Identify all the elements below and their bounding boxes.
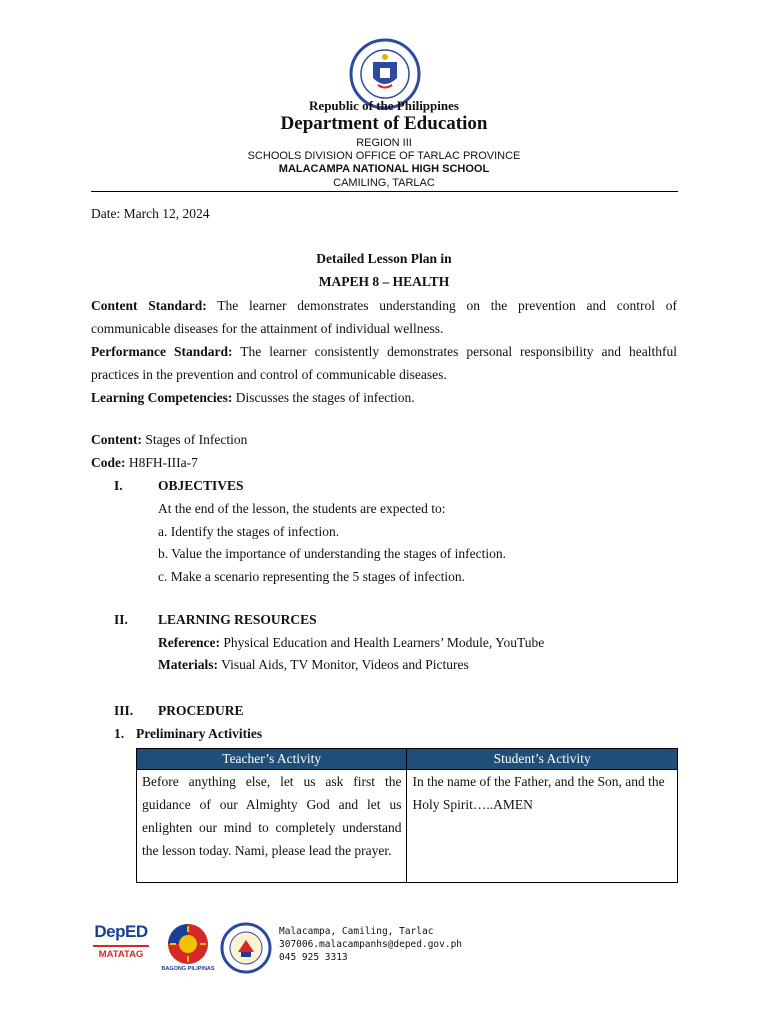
bagong-pilipinas-emblem	[160, 920, 216, 966]
teacher-activity-cell: Before anything else, let us ask first the guidance of our Almighty God and let us enlighten our mind to completely understand the lesson today. Nami, please lead the prayer.	[137, 770, 407, 883]
objective-item: c. Make a scenario representing the 5 stages of infection.	[158, 569, 466, 584]
lesson-title: Detailed Lesson Plan in	[316, 251, 452, 266]
table-header-row	[137, 749, 678, 770]
materials-label: Materials:	[158, 657, 218, 672]
content-standard-label: Content Standard:	[91, 298, 207, 313]
materials-text: Visual Aids, TV Monitor, Videos and Pictures	[221, 657, 469, 672]
deped-matatag-logo	[90, 920, 152, 968]
resources-numeral: II.	[114, 612, 128, 627]
lesson-subject: MAPEH 8 – HEALTH	[318, 274, 450, 289]
footer-phone: 045 925 3313	[279, 952, 348, 963]
content-text: Stages of Infection	[145, 432, 248, 447]
activity-table	[136, 748, 678, 883]
code-label: Code:	[91, 455, 126, 470]
preliminary-heading: Preliminary Activities	[136, 726, 263, 741]
footer-address: Malacampa, Camiling, Tarlac	[279, 926, 434, 937]
student-activity-header: Student’s Activity	[407, 749, 678, 770]
objective-item: b. Value the importance of understanding the stages of infection.	[158, 546, 507, 561]
resources-heading: LEARNING RESOURCES	[158, 612, 317, 627]
lesson-date: Date: March 12, 2024	[91, 206, 210, 221]
objectives-numeral: I.	[114, 478, 123, 493]
content-standard	[91, 294, 677, 340]
table-row	[137, 770, 678, 883]
division-line: SCHOOLS DIVISION OFFICE OF TARLAC PROVINCE	[247, 150, 521, 162]
competencies-text: Discusses the stages of infection.	[235, 390, 415, 405]
republic-line: Republic of the Philippines	[309, 98, 459, 113]
code-text: H8FH-IIIa-7	[128, 455, 198, 470]
bagong-pilipinas-logo	[160, 920, 216, 976]
performance-standard-text: The learner consistently demonstrates personal responsibility and healthful practices in the prevention and control of communicable diseases.	[91, 344, 677, 382]
procedure-heading: PROCEDURE	[158, 703, 244, 718]
reference-text: Physical Education and Health Learners’ Module, YouTube	[223, 635, 545, 650]
performance-standard-label: Performance Standard:	[91, 344, 233, 359]
materials-line	[158, 657, 469, 673]
content-standard-text: The learner demonstrates understanding on the prevention and control of communicable diseases for the attainment of individual wellness.	[91, 298, 677, 336]
footer-email[interactable]: 307006.malacampanhs@deped.gov.ph	[279, 939, 463, 950]
code-line	[91, 455, 198, 471]
teacher-activity-header: Teacher’s Activity	[137, 749, 407, 770]
logo-divider	[93, 945, 149, 947]
competencies-label: Learning Competencies:	[91, 390, 233, 405]
objective-item: a. Identify the stages of infection.	[158, 524, 340, 539]
header-divider	[91, 191, 678, 192]
department-line: Department of Education	[280, 113, 488, 134]
matatag-text: MATATAG	[98, 949, 144, 960]
bagong-pilipinas-text: BAGONG PILIPINAS	[161, 966, 215, 972]
region-line: REGION III	[356, 137, 412, 149]
school-location: CAMILING, TARLAC	[333, 177, 435, 189]
objectives-intro: At the end of the lesson, the students are expected to:	[158, 501, 446, 516]
preliminary-number: 1.	[114, 726, 125, 741]
content-line	[91, 432, 247, 448]
school-seal	[220, 922, 272, 974]
performance-standard	[91, 340, 677, 386]
content-label: Content:	[91, 432, 142, 447]
student-activity-cell: In the name of the Father, and the Son, and the Holy Spirit…..AMEN	[407, 770, 678, 883]
learning-competencies	[91, 386, 677, 409]
school-name: MALACAMPA NATIONAL HIGH SCHOOL	[278, 163, 490, 175]
reference-line	[158, 635, 544, 651]
procedure-numeral: III.	[114, 703, 134, 718]
objectives-heading: OBJECTIVES	[158, 478, 244, 493]
deped-logo-text: DepED	[94, 922, 148, 941]
reference-label: Reference:	[158, 635, 220, 650]
